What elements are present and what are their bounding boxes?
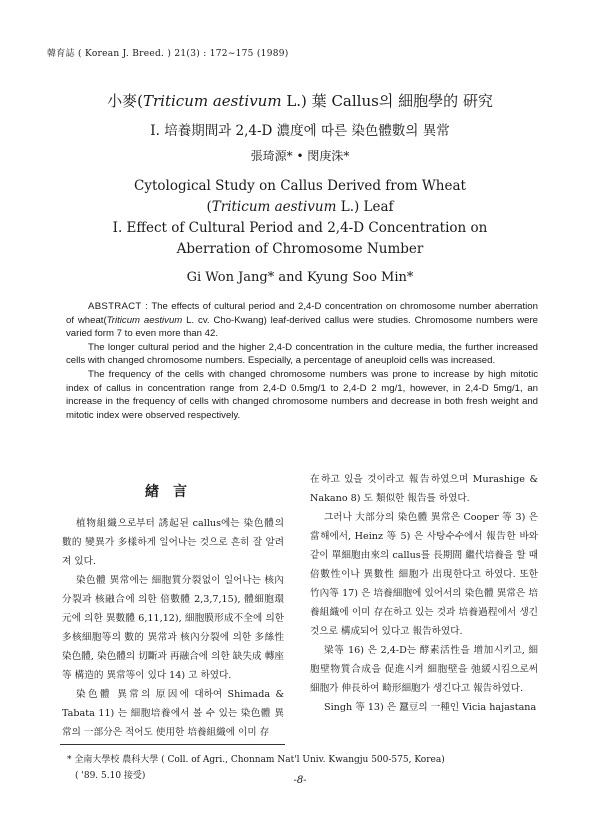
korean-authors: 張琦源* • 閔庚洙*	[250, 149, 350, 163]
english-subtitle: Ⅰ. Effect of Cultural Period and 2,4-D Concentration on Aberration of Chromosome Number	[112, 220, 488, 257]
korean-title: 小麥(Triticum aestivum L.) 葉 Callus의 細胞學的 硏究	[107, 92, 493, 110]
abstract-paragraph: The frequency of the cells with changed chromosome numbers was prone to increase by high mitotic index of callus in concentration range from 2,4-D 0.5mg/1 to 2,4-D 2 mg/1, however, in 2,4-D 5mg/1, an increase in the frequency of cells with changed chromosome numbers and decrease in both fresh weight and mitotic index were observed respectively.	[66, 368, 538, 421]
section-heading-introduction: 緖言	[145, 484, 201, 500]
korean-subtitle: Ⅰ. 培養期間과 2,4-D 濃度에 따른 染色體數의 異常	[150, 123, 450, 139]
abstract-label: ABSTRACT :	[88, 301, 149, 312]
body-paragraph: Singh 等 13) 은 蠶豆의 一種인 Vicia hajastana	[324, 702, 537, 713]
body-paragraph: 染色體 異常의 原因에 대하여 Shimada & Tabata 11) 는 細胞培養에서 볼 수 있는 染色體 異常의 一部分은 적어도 使用한 培養組織에 이미 存	[62, 689, 284, 738]
right-column	[310, 470, 538, 717]
footnote-divider	[60, 744, 285, 745]
body-paragraph: 그러나 大部分의 染色體 異常은 Cooper 等 3) 은 當해에서, Heinz 等 5) 은 사탕수수에서 報告한 바와 같이 單細胞由來의 callus를 長期間 繼代培養을 할 때 倍數性이나 異數性 細胞가 出現한다고 하였다. 또한 竹內等 17) 은 培養細胞에 있어서의 染色體 異常은 培養組織에 이미 存在하고 있는 것과 培養過程에서 생긴 것으로 構成되어 있다고 報告하였다.	[310, 512, 538, 637]
left-column	[62, 514, 284, 742]
english-title: Cytological Study on Callus Derived from Wheat (Triticum aestivum L.) Leaf	[134, 178, 466, 215]
abstract-paragraph: The longer cultural period and the higher 2,4-D concentration in the culture media, the further increased cells with changed chromosome numbers. Especially, a percentage of aneuploid cells was increased.	[66, 341, 538, 367]
page-number: -8-	[293, 775, 307, 786]
footnote: * 全南大學校 農科大學 ( Coll. of Agri., Chonnam Nat'l Univ. Kwangju 500-575, Korea) ( '89. 5.10 接受)	[67, 755, 445, 781]
body-paragraph: 梁等 16) 은 2,4-D는 酵素活性을 增加시키고, 細胞壁物質合成을 促進시켜 細胞壁을 弛緩시킴으로써 細胞가 伸長하여 畸形細胞가 생긴다고 報告하였다.	[310, 645, 538, 694]
body-paragraph: 染色體 異常에는 細胞質分裂없이 일어나는 核內分裂과 核融合에 의한 倍數體 2,3,7,15), 體細胞環元에 의한 異數體 6,11,12), 細胞膜形成不全에 의한 多核細胞等의 數的 異常과 核內分裂에 의한 多絲性 染色體, 染色體의 切斷과 再融合에 의한 缺失成 轉座等 構造的 異常等이 있다 14) 고 하였다.	[62, 575, 284, 681]
journal-citation: 韓育誌 ( Korean J. Breed. ) 21(3) : 172∼175 (1989)	[47, 49, 289, 59]
english-authors: Gi Won Jang* and Kyung Soo Min*	[186, 270, 414, 285]
body-paragraph: 在하고 있을 것이라고 報告하였으며 Murashige & Nakano 8) 도 類似한 報告를 하였다.	[310, 474, 538, 504]
body-paragraph: 植物組織으로부터 誘起된 callus에는 染色體의 數的 變異가 多樣하게 일어나는 것으로 흔히 잘 알려져 있다.	[62, 518, 284, 567]
abstract: ABSTRACT : The effects of cultural period and 2,4-D concentration on chromosome number aberration of wheat(Triticum aestivum L. cv. Cho-Kwang) leaf-derived callus were studies. Chromosome numbers were varied form 7 to even more than 42. The longer cultural period and the higher 2,4-D concentration in the culture media, the further increased cells with changed chromosome numbers. Especially, a percentage of aneuploid cells was increased. The frequency of the cells with changed chromosome numbers was prone to increase by high mitotic index of callus in concentration range from 2,4-D 0.5mg/1 to 2,4-D 2 mg/1, however, in 2,4-D 5mg/1, an increase in the frequency of cells with changed chromosome numbers and decrease in both fresh weight and mitotic index were observed respectively.	[66, 301, 538, 421]
